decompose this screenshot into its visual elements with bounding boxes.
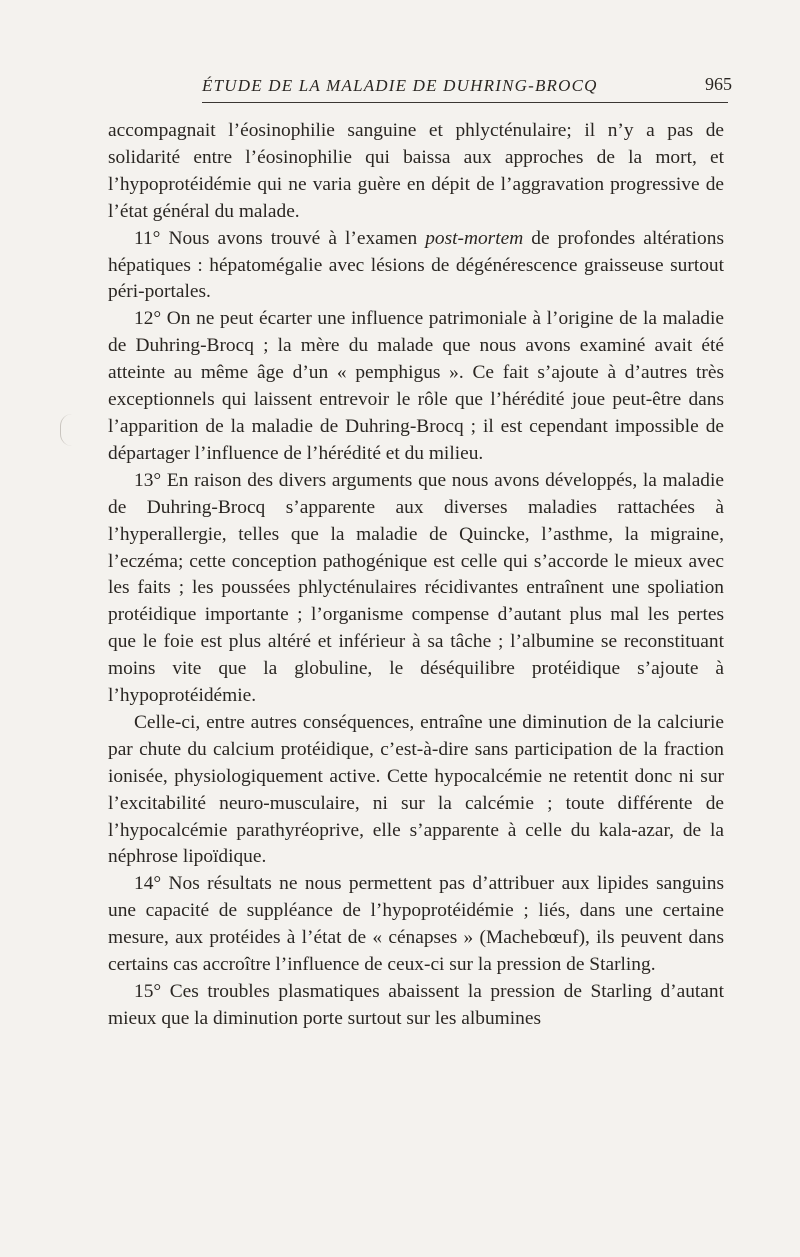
page-header [108,72,732,104]
paragraph-item-15: 15° Ces troubles plasmatiques abaissent la pression de Starling d’autant mieux que la diminution porte surtout sur les albumines [108,981,724,1029]
margin-mark [60,414,73,446]
running-head: ÉTUDE DE LA MALADIE DE DUHRING-BROCQ [202,76,598,95]
paragraph-item-11: 11° Nous avons trouvé à l’examen post-mortem de profondes altérations hépatiques : hépatomégalie avec lésions de dégénérescence graisseuse surtout péri-portales. [108,227,724,303]
paragraph-item-14: 14° Nos résultats ne nous permettent pas d’attribuer aux lipides sanguins une capacité de suppléance de l’hypoprotéidémie ; liés, dans une certaine mesure, aux protéides à l’état de « cénapses » (Machebœuf), ils peuvent dans certains cas accroître l’influence de ceux-ci sur la pression de Starling. [108,873,724,976]
page-number: 965 [705,74,732,94]
paragraph-item-13: 13° En raison des divers arguments que nous avons développés, la maladie de Duhring-Brocq s’apparente aux diverses maladies rattachées à l’hyperallergie, telles que la maladie de Quincke, l’asthme, la migraine, l’eczéma; cette conception pathogénique est celle qui s’accorde le mieux avec les faits ; les poussées phlycténulaires récidivantes entraînent une spoliation protéidique importante ; l’organisme compense d’autant plus mal les pertes que le foie est plus altéré et inférieur à sa tâche ; l’albumine se reconstituant moins vite que la globuline, le déséquilibre protéidique s’ajoute à l’hypoprotéidémie. [108,469,724,707]
header-rule [202,102,728,103]
paragraph-1: accompagnait l’éosinophilie sanguine et phlycténulaire; il n’y a pas de solidarité entre l’éosinophilie qui baissa aux approches de la mort, et l’hypoprotéidémie qui ne varia guère en dépit de l’aggravation progressive de l’état général du malade. [108,120,724,222]
paragraph-item-12: 12° On ne peut écarter une influence patrimoniale à l’origine de la maladie de Duhring-Brocq ; la mère du malade que nous avons examiné avait été atteinte au même âge d’un « pemphigus ». Ce fait s’ajoute à d’autres très exceptionnels qui laissent entrevoir le rôle que l’hérédité joue peut-être dans l’apparition de la maladie de Duhring-Brocq ; il est cependant impossible de départager l’influence de l’hérédité et du milieu. [108,308,724,464]
body-text [108,118,724,1033]
italic-term: post-mortem [425,227,524,249]
paragraph-continuation: Celle-ci, entre autres conséquences, entraîne une diminution de la calciurie par chute du calcium protéidique, c’est-à-dire sans participation de la fraction ionisée, physiologiquement active. Cette hypocalcémie ne retentit donc ni sur l’excitabilité neuro-musculaire, ni sur la calcémie ; toute différente de l’hypocalcémie parathyréoprive, elle s’apparente à celle du kala-azar, de la néphrose lipoïdique. [108,711,724,868]
